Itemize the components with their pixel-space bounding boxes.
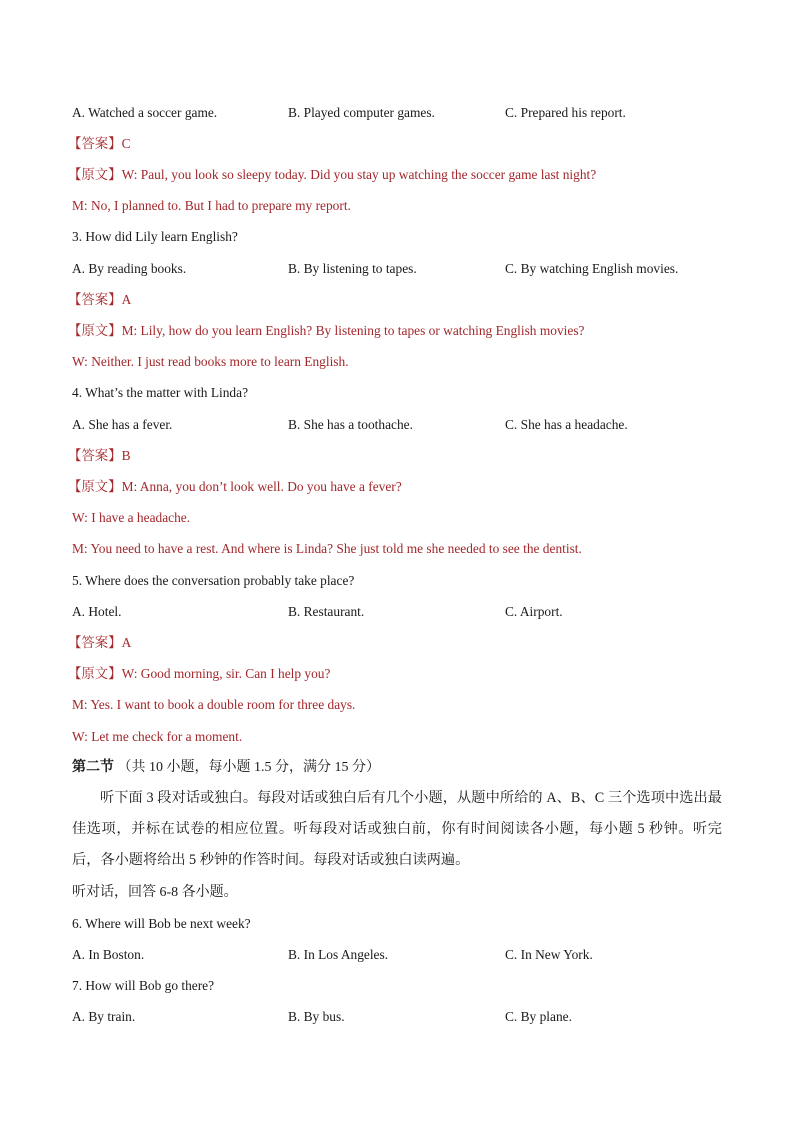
q4-question: 4. What’s the matter with Linda? — [72, 385, 249, 400]
q3-option-a: A. By reading books. — [72, 261, 187, 276]
q2-transcript-line-1 — [68, 166, 597, 184]
q4-answer — [68, 447, 131, 465]
q7-option-b: B. By bus. — [288, 1009, 345, 1024]
transcript-text: M: Anna, you don’t look well. Do you have a fever? — [121, 479, 402, 494]
q5-question: 5. Where does the conversation probably take place? — [72, 573, 355, 588]
q4-option-b: B. She has a toothache. — [288, 417, 413, 432]
q4-transcript-line-3: M: You need to have a rest. And where is Linda? She just told me she needed to see the dentist. — [72, 541, 582, 556]
transcript-tag: 【原文】 — [68, 323, 122, 338]
section2-instructions: 听下面 3 段对话或独白。每段对话或独白后有几个小题，从题中所给的 A、B、C 三个选项中选出最佳选项，并标在试卷的相应位置。听每段对话或独白前，你有时间阅读各小题，每小题 5 秒钟。听完后，各小题将给出 5 秒钟的作答时间。每段对话或独白读两遍。 — [72, 790, 722, 868]
answer-tag: 【答案】 — [68, 292, 122, 307]
answer-tag: 【答案】 — [68, 136, 122, 151]
answer-value: C — [121, 136, 131, 151]
q3-answer — [68, 291, 132, 309]
q5-option-b: B. Restaurant. — [288, 604, 365, 619]
q2-transcript-line-2: M: No, I planned to. But I had to prepare my report. — [72, 198, 351, 213]
q6-question: 6. Where will Bob be next week? — [72, 916, 251, 931]
q6-option-a: A. In Boston. — [72, 947, 145, 962]
q7-option-a: A. By train. — [72, 1009, 136, 1024]
q2-option-a: A. Watched a soccer game. — [72, 105, 218, 120]
transcript-text: W: Good morning, sir. Can I help you? — [121, 666, 331, 681]
q5-transcript-line-2: M: Yes. I want to book a double room for three days. — [72, 697, 356, 712]
q4-option-c: C. She has a headache. — [505, 417, 628, 432]
answer-tag: 【答案】 — [68, 635, 122, 650]
section2-title: 第二节 — [72, 760, 114, 775]
q5-option-a: A. Hotel. — [72, 604, 122, 619]
answer-value: A — [121, 635, 132, 650]
answer-value: B — [121, 448, 131, 463]
q2-answer — [68, 135, 131, 153]
q5-transcript-line-1 — [68, 665, 331, 683]
q3-option-c: C. By watching English movies. — [505, 261, 679, 276]
q3-transcript-line-2: W: Neither. I just read books more to learn English. — [72, 354, 349, 369]
q5-transcript-line-3: W: Let me check for a moment. — [72, 729, 243, 744]
q5-option-c: C. Airport. — [505, 604, 563, 619]
q3-option-b: B. By listening to tapes. — [288, 261, 417, 276]
section2-heading — [72, 759, 380, 777]
answer-value: A — [121, 292, 132, 307]
q6-option-c: C. In New York. — [505, 947, 593, 962]
q3-question: 3. How did Lily learn English? — [72, 229, 238, 244]
transcript-text: M: Lily, how do you learn English? By listening to tapes or watching English movies? — [121, 323, 585, 338]
q2-option-c: C. Prepared his report. — [505, 105, 626, 120]
section2-sub-instruction: 听对话，回答 6-8 各小题。 — [72, 885, 238, 900]
transcript-text: W: Paul, you look so sleepy today. Did you stay up watching the soccer game last night? — [121, 167, 597, 182]
answer-tag: 【答案】 — [68, 448, 122, 463]
transcript-tag: 【原文】 — [68, 167, 122, 182]
transcript-tag: 【原文】 — [68, 666, 122, 681]
q4-transcript-line-1 — [68, 478, 402, 496]
section2-title-note: （共 10 小题，每小题 1.5 分，满分 15 分） — [117, 760, 380, 775]
transcript-tag: 【原文】 — [68, 479, 122, 494]
q5-answer — [68, 634, 132, 652]
q7-question: 7. How will Bob go there? — [72, 978, 215, 993]
q4-option-a: A. She has a fever. — [72, 417, 173, 432]
q6-option-b: B. In Los Angeles. — [288, 947, 389, 962]
q3-transcript-line-1 — [68, 322, 585, 340]
q2-option-b: B. Played computer games. — [288, 105, 435, 120]
q4-transcript-line-2: W: I have a headache. — [72, 510, 191, 525]
q7-option-c: C. By plane. — [505, 1009, 572, 1024]
